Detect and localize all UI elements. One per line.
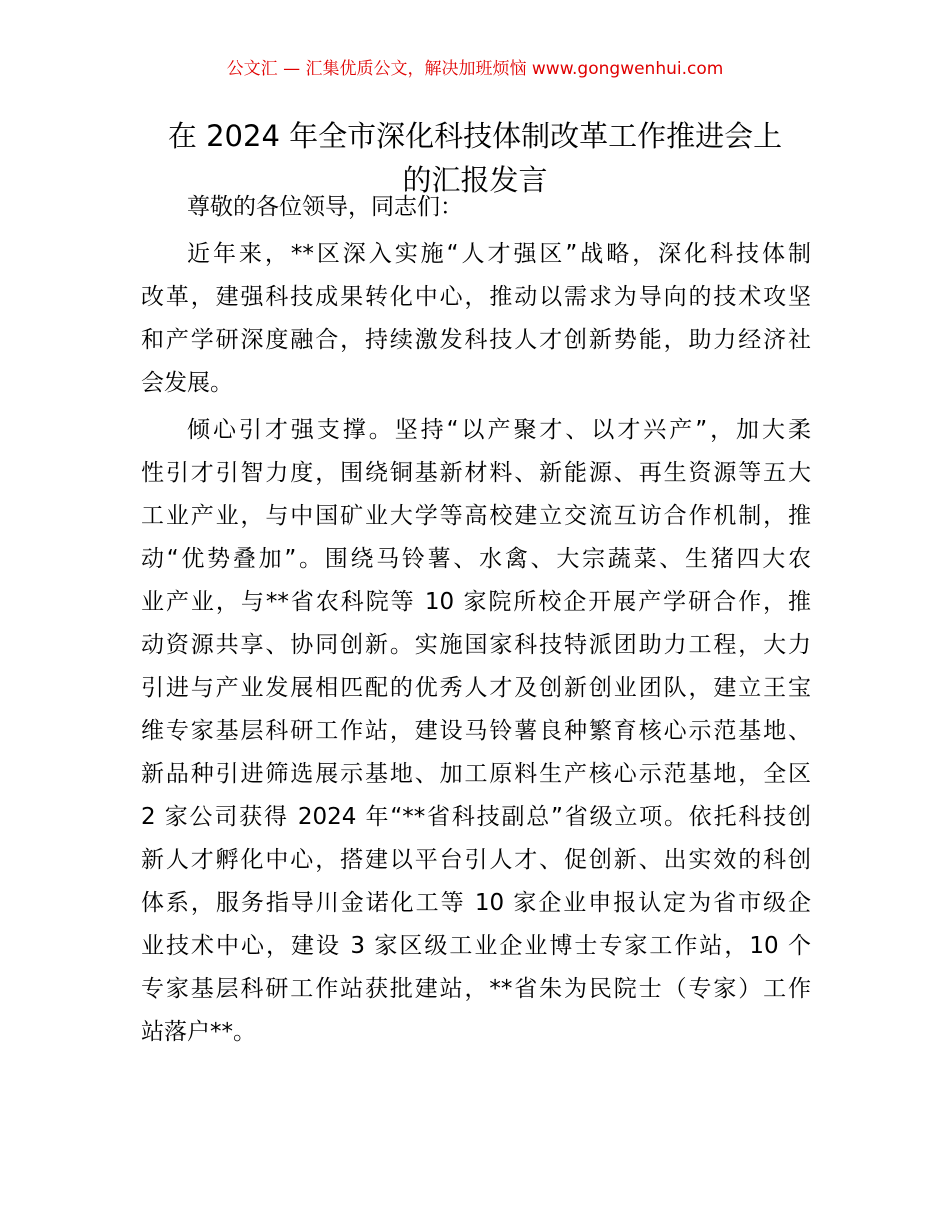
paragraph-line: 会发展。 xyxy=(141,370,233,396)
document-body xyxy=(141,186,811,1058)
salutation xyxy=(141,186,811,229)
paragraph-line: 动“优势叠加”。围绕马铃薯、水禽、大宗蔬菜、生猪四大农 xyxy=(141,546,811,572)
paragraph-line: 新人才孵化中心，搭建以平台引人才、促创新、出实效的科创 xyxy=(141,847,811,873)
paragraph-line: 近年来，**区深入实施“人才强区”战略，深化科技体制 xyxy=(187,241,811,267)
paragraph-line: 性引才引智力度，围绕铜基新材料、新能源、再生资源等五大 xyxy=(141,460,811,486)
title-line-2: 的汇报发言 xyxy=(402,163,548,197)
paragraph-1 xyxy=(141,233,811,405)
paragraph-line: 维专家基层科研工作站，建设马铃薯良种繁育核心示范基地、 xyxy=(141,718,811,744)
salutation-text: 尊敬的各位领导，同志们： xyxy=(187,194,463,220)
paragraph-line: 引进与产业发展相匹配的优秀人才及创新创业团队，建立王宝 xyxy=(141,675,811,701)
paragraph-line: 2 家公司获得 2024 年“**省科技副总”省级立项。依托科技创 xyxy=(141,804,811,830)
paragraph-line: 业技术中心，建设 3 家区级工业企业博士专家工作站，10 个 xyxy=(141,933,811,959)
paragraph-line: 倾心引才强支撑。坚持“以产聚才、以才兴产”，加大柔 xyxy=(187,417,811,443)
paragraph-line: 工业产业，与中国矿业大学等高校建立交流互访合作机制，推 xyxy=(141,503,811,529)
paragraph-line: 改革，建强科技成果转化中心，推动以需求为导向的技术攻坚 xyxy=(141,284,811,310)
paragraph-line: 业产业，与**省农科院等 10 家院所校企开展产学研合作，推 xyxy=(141,589,811,615)
paragraph-2 xyxy=(141,409,811,1054)
paragraph-line: 新品种引进筛选展示基地、加工原料生产核心示范基地，全区 xyxy=(141,761,811,787)
watermark-header: 公文汇 — 汇集优质公文，解决加班烦恼 www.gongwenhui.com xyxy=(226,59,724,79)
title-line-1: 在 2024 年全市深化科技体制改革工作推进会上 xyxy=(167,119,783,153)
paragraph-line: 站落户**。 xyxy=(141,1019,256,1045)
paragraph-line: 动资源共享、协同创新。实施国家科技特派团助力工程，大力 xyxy=(141,632,811,658)
paragraph-line: 和产学研深度融合，持续激发科技人才创新势能，助力经济社 xyxy=(141,327,811,353)
paragraph-line: 专家基层科研工作站获批建站，**省朱为民院士（专家）工作 xyxy=(141,976,811,1002)
paragraph-line: 体系，服务指导川金诺化工等 10 家企业申报认定为省市级企 xyxy=(141,890,811,916)
